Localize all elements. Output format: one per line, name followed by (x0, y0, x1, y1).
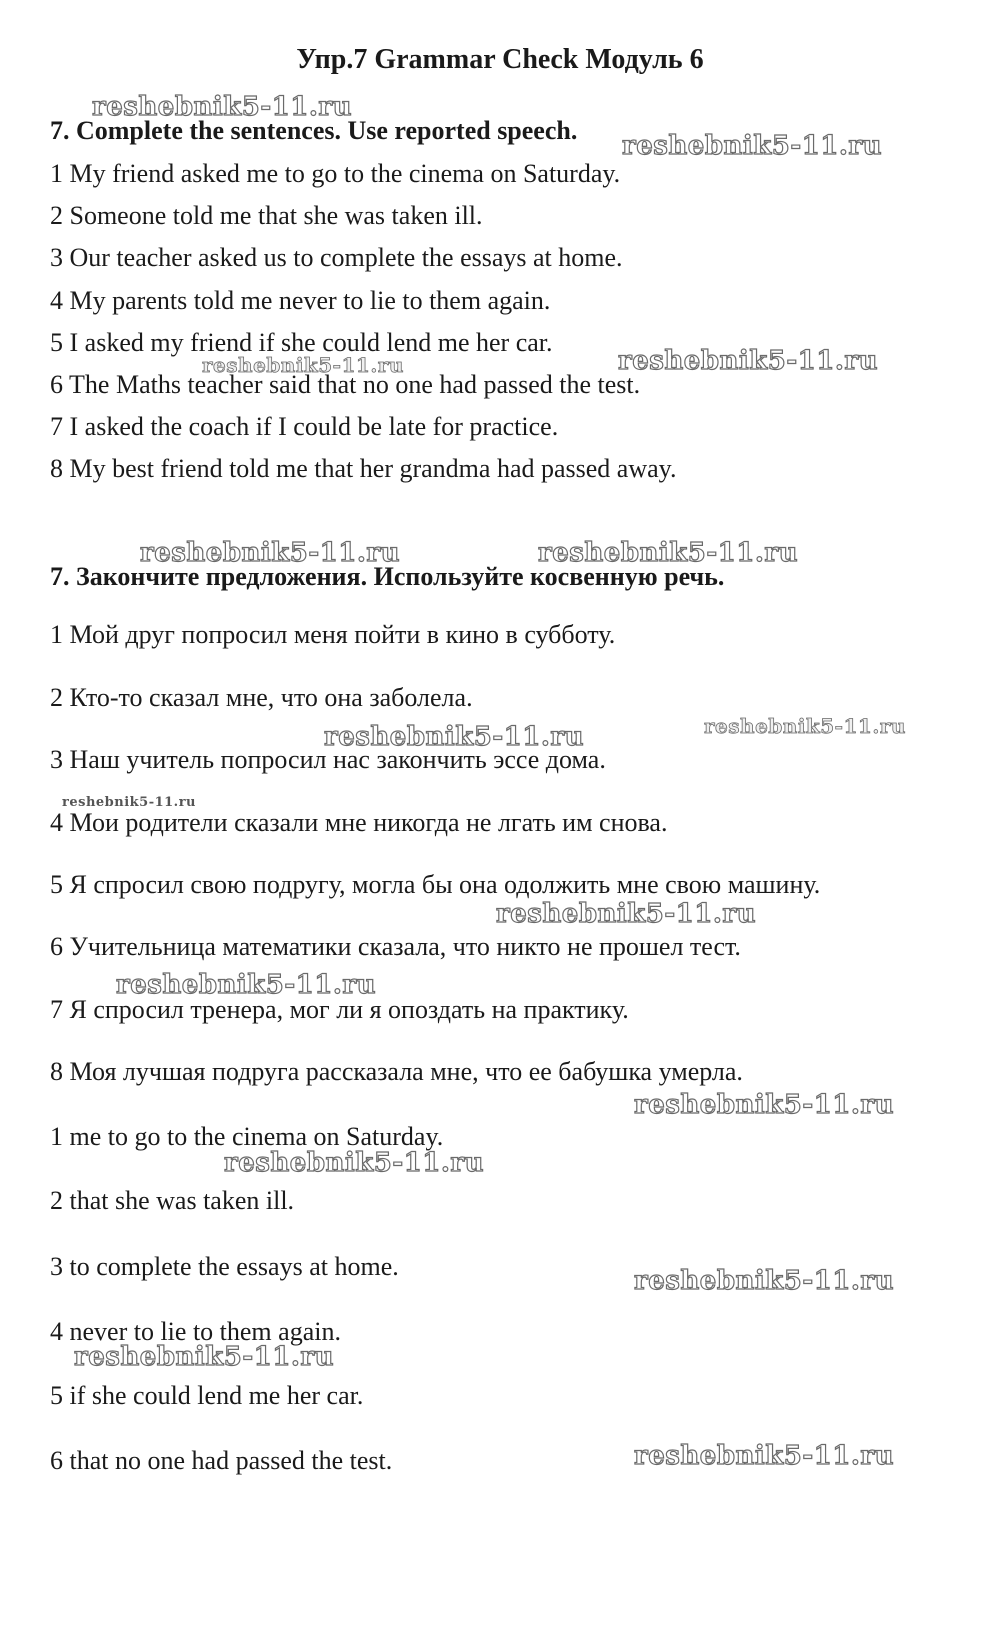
watermark: reshebnik5-11.ru (622, 131, 883, 161)
sentence-ru-4: 4 Мои родители сказали мне никогда не лгать им снова. (50, 808, 668, 837)
sentence-en-6: 6 The Maths teacher said that no one had passed the test. (50, 370, 641, 399)
watermark: reshebnik5-11.ru (224, 1148, 485, 1178)
watermark: reshebnik5-11.ru (116, 970, 377, 1000)
task-heading-en: 7. Complete the sentences. Use reported speech. (50, 116, 578, 145)
watermark: reshebnik5-11.ru (140, 538, 401, 568)
answer-6: 6 that no one had passed the test. (50, 1446, 393, 1475)
answer-5: 5 if she could lend me her car. (50, 1381, 364, 1410)
sentence-en-1: 1 My friend asked me to go to the cinema on Saturday. (50, 159, 621, 188)
sentence-ru-6: 6 Учительница математики сказала, что никто не прошел тест. (50, 932, 741, 961)
watermark: reshebnik5-11.ru (634, 1090, 895, 1120)
sentence-en-8: 8 My best friend told me that her grandma had passed away. (50, 454, 677, 483)
sentence-en-2: 2 Someone told me that she was taken ill. (50, 201, 483, 230)
answer-4: 4 never to lie to them again. (50, 1317, 341, 1346)
watermark: reshebnik5-11.ru (496, 899, 757, 929)
watermark: reshebnik5-11.ru (74, 1342, 335, 1372)
answer-1: 1 me to go to the cinema on Saturday. (50, 1122, 444, 1151)
watermark: reshebnik5-11.ru (202, 353, 404, 377)
sentence-en-7: 7 I asked the coach if I could be late for practice. (50, 412, 559, 441)
page-title: Упр.7 Grammar Check Модуль 6 (296, 44, 704, 75)
answer-3: 3 to complete the essays at home. (50, 1252, 399, 1281)
watermark: reshebnik5-11.ru (538, 538, 799, 568)
watermark: reshebnik5-11.ru (634, 1266, 895, 1296)
sentence-ru-7: 7 Я спросил тренера, мог ли я опоздать на практику. (50, 995, 629, 1024)
sentence-ru-1: 1 Мой друг попросил меня пойти в кино в субботу. (50, 620, 616, 649)
answer-2: 2 that she was taken ill. (50, 1186, 295, 1215)
watermark: reshebnik5-11.ru (634, 1441, 895, 1471)
sentence-en-5: 5 I asked my friend if she could lend me her car. (50, 328, 553, 357)
sentence-ru-3: 3 Наш учитель попросил нас закончить эссе дома. (50, 745, 606, 774)
sentence-ru-5: 5 Я спросил свою подругу, могла бы она одолжить мне свою машину. (50, 870, 821, 899)
sentence-ru-8: 8 Моя лучшая подруга рассказала мне, что ее бабушка умерла. (50, 1057, 743, 1086)
watermark: reshebnik5-11.ru (324, 722, 585, 752)
sentence-en-3: 3 Our teacher asked us to complete the essays at home. (50, 243, 623, 272)
sentence-en-4: 4 My parents told me never to lie to them again. (50, 286, 551, 315)
watermark: reshebnik5-11.ru (618, 346, 879, 376)
task-heading-ru: 7. Закончите предложения. Используйте косвенную речь. (50, 562, 725, 591)
watermark: reshebnik5-11.ru (62, 795, 197, 810)
watermark: reshebnik5-11.ru (92, 92, 353, 122)
sentence-ru-2: 2 Кто-то сказал мне, что она заболела. (50, 683, 473, 712)
watermark: reshebnik5-11.ru (704, 714, 906, 738)
